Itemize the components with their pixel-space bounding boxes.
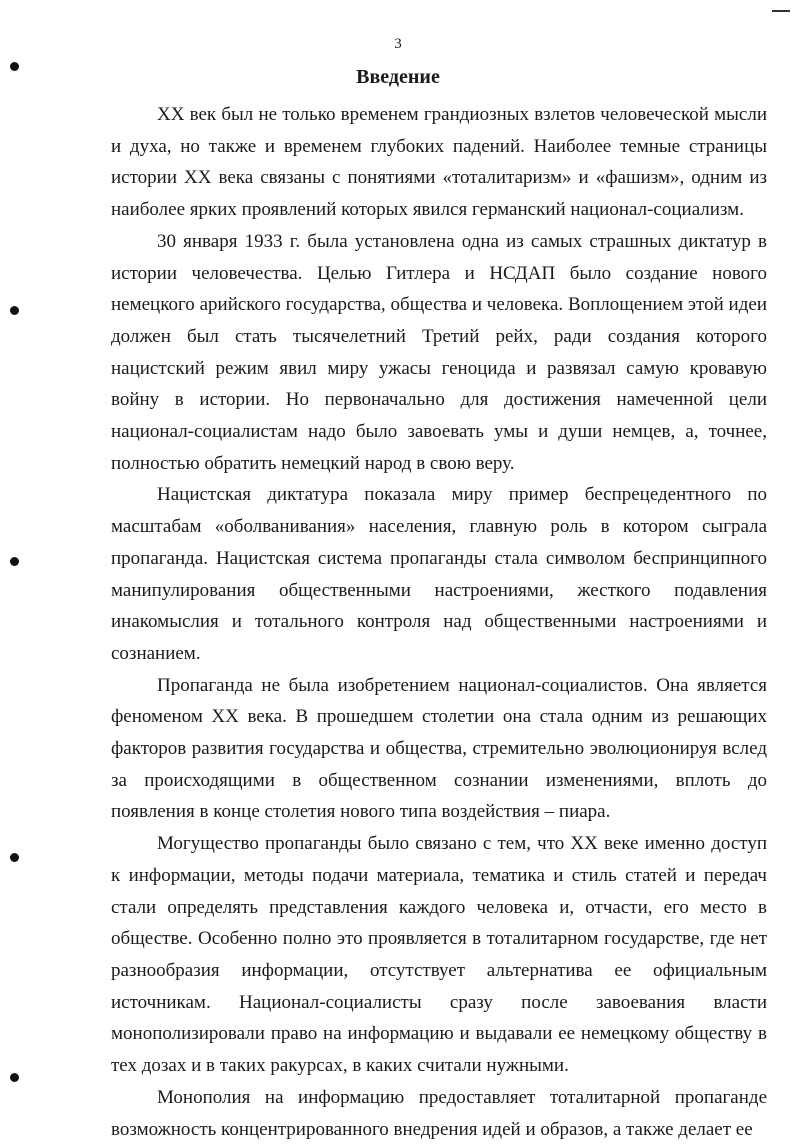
binder-hole-mark [10, 306, 19, 315]
paragraph: Могущество пропаганды было связано с тем, что XX веке именно доступ к информации, методы подачи материала, тематика и стиль статей и передач стали определять представления каждого человека и, отчасти, его место в обществе. Особенно полно это проявляется в тоталитарном государстве, где нет разнообразия информации, отсутствует альтернатива ее официальным источникам. Национал-социалисты сразу после завоевания власти монополизировали право на информацию и выдавали ее немецкому обществу в тех дозах и в таких ракурсах, в каких считали нужными. [111, 833, 767, 1077]
paragraph: Нацистская диктатура показала миру пример беспрецедентного по масштабам «оболванивания» населения, главную роль в котором сыграла пропаганда. Нацистская система пропаганды стала символом беспринципного манипулирования общественными настроениями, жесткого подавления инакомыслия и тотального контроля над общественными настроениями и сознанием. [111, 484, 767, 664]
binder-hole-mark [10, 1073, 19, 1082]
paragraph: 30 января 1933 г. была установлена одна из самых страшных диктатур в истории человечества. Целью Гитлера и НСДАП было создание нового немецкого арийского государства, общества и человека. Воплощением этой идеи должен был стать тысячелетний Третий рейх, ради создания которого нацистский режим явил миру ужасы геноцида и развязал самую кровавую войну в истории. Но первоначально для достижения намеченной цели национал-социалистам надо было завоевать умы и души немцев, а, точнее, полностью обратить немецкий народ в свою веру. [111, 230, 767, 474]
binder-hole-mark [10, 853, 19, 862]
binder-hole-mark [10, 557, 19, 566]
paragraph: XX век был не только временем грандиозных взлетов человеческой мысли и духа, но также и временем глубоких падений. Наиболее темные страницы истории XX века связаны с понятиями «тоталитаризм» и «фашизм», одним из наиболее ярких проявлений которых явился германский национал-социализм. [111, 104, 767, 221]
page-number: 3 [394, 36, 402, 52]
page-title: Введение [356, 66, 440, 88]
body-text [111, 99, 767, 1145]
paragraph: Монополия на информацию предоставляет тоталитарной пропаганде возможность концентрированного внедрения идей и образов, а также делает ее [111, 1086, 767, 1140]
paragraph: Пропаганда не была изобретением национал-социалистов. Она является феноменом XX века. В прошедшем столетии она стала одним из решающих факторов развития государства и общества, стремительно эволюционируя вслед за происходящими в общественном сознании изменениями, вплоть до появления в конце столетия нового типа воздействия – пиара. [111, 674, 767, 823]
scan-edge-mark [772, 10, 790, 12]
